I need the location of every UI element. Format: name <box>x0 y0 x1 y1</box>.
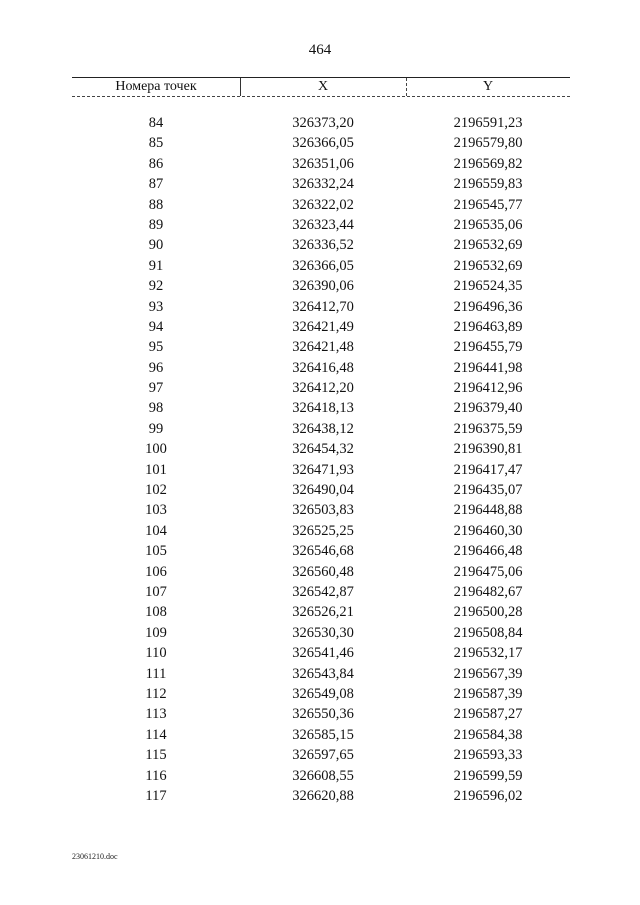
y-coordinate-cell: 2196482,67 <box>453 583 523 600</box>
table-row <box>72 521 570 541</box>
y-coordinate-cell: 2196579,80 <box>453 135 523 152</box>
point-number-cell: 108 <box>145 604 167 621</box>
header-y: Y <box>482 79 494 94</box>
y-coordinate-cell: 2196463,89 <box>453 318 523 335</box>
footer-filename: 23061210.doc <box>72 852 118 861</box>
table-row <box>72 745 570 765</box>
table-row <box>72 602 570 622</box>
y-coordinate-cell: 2196500,28 <box>453 604 523 621</box>
y-coordinate-cell: 2196441,98 <box>453 359 523 376</box>
point-number-cell: 94 <box>148 318 164 335</box>
y-coordinate-cell: 2196567,39 <box>453 665 523 682</box>
y-coordinate-cell: 2196587,39 <box>453 685 523 702</box>
point-number-cell: 114 <box>145 726 167 743</box>
point-number-cell: 116 <box>145 767 167 784</box>
header-x: X <box>240 78 407 96</box>
x-coordinate-cell: 326471,93 <box>292 461 354 478</box>
x-coordinate-cell: 326454,32 <box>292 441 354 458</box>
y-coordinate-cell: 2196475,06 <box>453 563 523 580</box>
y-coordinate-cell: 2196532,69 <box>453 237 523 254</box>
y-coordinate-cell: 2196532,17 <box>453 645 523 662</box>
x-coordinate-cell: 326390,06 <box>292 278 354 295</box>
point-number-cell: 97 <box>148 380 164 397</box>
y-coordinate-cell: 2196569,82 <box>453 155 523 172</box>
x-coordinate-cell: 326412,70 <box>292 298 354 315</box>
x-coordinate-cell: 326490,04 <box>292 482 354 499</box>
table-row <box>72 215 570 235</box>
x-coordinate-cell: 326541,46 <box>292 645 354 662</box>
y-coordinate-cell: 2196587,27 <box>453 706 523 723</box>
table-row <box>72 276 570 296</box>
y-coordinate-cell: 2196455,79 <box>453 339 523 356</box>
table-row <box>72 684 570 704</box>
point-number-cell: 104 <box>145 522 167 539</box>
x-coordinate-cell: 326549,08 <box>292 685 354 702</box>
x-coordinate-cell: 326366,05 <box>292 135 354 152</box>
x-coordinate-cell: 326550,36 <box>292 706 354 723</box>
table-row <box>72 154 570 174</box>
table-row <box>72 174 570 194</box>
point-number-cell: 105 <box>145 543 167 560</box>
table-row <box>72 623 570 643</box>
x-coordinate-cell: 326322,02 <box>292 196 354 213</box>
x-coordinate-cell: 326421,49 <box>292 318 354 335</box>
x-coordinate-cell: 326525,25 <box>292 522 354 539</box>
x-coordinate-cell: 326421,48 <box>292 339 354 356</box>
point-number-cell: 91 <box>148 257 164 274</box>
y-coordinate-cell: 2196545,77 <box>453 196 523 213</box>
table-row <box>72 500 570 520</box>
point-number-cell: 113 <box>145 706 167 723</box>
table-row <box>72 643 570 663</box>
point-number-cell: 89 <box>148 216 164 233</box>
y-coordinate-cell: 2196496,36 <box>453 298 523 315</box>
x-coordinate-cell: 326351,06 <box>292 155 354 172</box>
point-number-cell: 112 <box>145 685 167 702</box>
x-coordinate-cell: 326416,48 <box>292 359 354 376</box>
table-row <box>72 725 570 745</box>
x-coordinate-cell: 326585,15 <box>292 726 354 743</box>
y-coordinate-cell: 2196375,59 <box>453 420 523 437</box>
x-coordinate-cell: 326323,44 <box>292 216 354 233</box>
table-row <box>72 235 570 255</box>
x-coordinate-cell: 326412,20 <box>292 380 354 397</box>
y-coordinate-cell: 2196448,88 <box>453 502 523 519</box>
y-coordinate-cell: 2196593,33 <box>453 747 523 764</box>
table-row <box>72 297 570 317</box>
table-row <box>72 664 570 684</box>
point-number-cell: 93 <box>148 298 164 315</box>
table-row <box>72 195 570 215</box>
page-number: 464 <box>308 42 332 58</box>
point-number-cell: 92 <box>148 278 164 295</box>
table-row <box>72 256 570 276</box>
x-coordinate-cell: 326503,83 <box>292 502 354 519</box>
point-number-cell: 107 <box>145 583 167 600</box>
table-row <box>72 582 570 602</box>
point-number-cell: 117 <box>145 787 167 804</box>
table-row <box>72 786 570 806</box>
point-number-cell: 87 <box>148 176 164 193</box>
y-coordinate-cell: 2196435,07 <box>453 482 523 499</box>
point-number-cell: 103 <box>145 502 167 519</box>
table-header <box>72 77 570 97</box>
header-point-numbers: Номера точек <box>72 78 241 96</box>
x-coordinate-cell: 326597,65 <box>292 747 354 764</box>
x-coordinate-cell: 326438,12 <box>292 420 354 437</box>
y-coordinate-cell: 2196532,69 <box>453 257 523 274</box>
table-row <box>72 378 570 398</box>
point-number-cell: 109 <box>145 624 167 641</box>
y-coordinate-cell: 2196466,48 <box>453 543 523 560</box>
x-coordinate-cell: 326543,84 <box>292 665 354 682</box>
table-row <box>72 113 570 133</box>
x-coordinate-cell: 326526,21 <box>292 604 354 621</box>
x-coordinate-cell: 326366,05 <box>292 257 354 274</box>
x-coordinate-cell: 326332,24 <box>292 176 354 193</box>
x-coordinate-cell: 326542,87 <box>292 583 354 600</box>
table-row <box>72 419 570 439</box>
x-coordinate-cell: 326560,48 <box>292 563 354 580</box>
point-number-cell: 98 <box>148 400 164 417</box>
y-coordinate-cell: 2196584,38 <box>453 726 523 743</box>
table-row <box>72 704 570 724</box>
point-number-cell: 95 <box>148 339 164 356</box>
y-coordinate-cell: 2196508,84 <box>453 624 523 641</box>
y-coordinate-cell: 2196596,02 <box>453 787 523 804</box>
y-coordinate-cell: 2196591,23 <box>453 115 523 131</box>
point-number-cell: 106 <box>145 563 167 580</box>
table-row <box>72 480 570 500</box>
point-number-cell: 110 <box>145 645 167 662</box>
table-row <box>72 541 570 561</box>
y-coordinate-cell: 2196417,47 <box>453 461 523 478</box>
table-row <box>72 133 570 153</box>
x-coordinate-cell: 326620,88 <box>292 787 354 804</box>
table-row <box>72 439 570 459</box>
table-row <box>72 358 570 378</box>
point-number-cell: 86 <box>148 155 164 172</box>
y-coordinate-cell: 2196535,06 <box>453 216 523 233</box>
point-number-cell: 96 <box>148 359 164 376</box>
table-row <box>72 398 570 418</box>
point-number-cell: 84 <box>148 115 164 131</box>
point-number-cell: 99 <box>148 420 164 437</box>
x-coordinate-cell: 326608,55 <box>292 767 354 784</box>
point-number-cell: 100 <box>145 441 167 458</box>
y-coordinate-cell: 2196390,81 <box>453 441 523 458</box>
point-number-cell: 85 <box>148 135 164 152</box>
x-coordinate-cell: 326373,20 <box>292 115 354 131</box>
point-number-cell: 101 <box>145 461 167 478</box>
y-coordinate-cell: 2196412,96 <box>453 380 523 397</box>
point-number-cell: 115 <box>145 747 167 764</box>
table-row <box>72 460 570 480</box>
table-row <box>72 562 570 582</box>
x-coordinate-cell: 326546,68 <box>292 543 354 560</box>
y-coordinate-cell: 2196379,40 <box>453 400 523 417</box>
y-coordinate-cell: 2196559,83 <box>453 176 523 193</box>
y-coordinate-cell: 2196524,35 <box>453 278 523 295</box>
point-number-cell: 111 <box>145 665 167 682</box>
coordinates-table <box>72 113 570 806</box>
x-coordinate-cell: 326530,30 <box>292 624 354 641</box>
table-row <box>72 317 570 337</box>
point-number-cell: 88 <box>148 196 164 213</box>
point-number-cell: 90 <box>148 237 164 254</box>
x-coordinate-cell: 326418,13 <box>292 400 354 417</box>
y-coordinate-cell: 2196460,30 <box>453 522 523 539</box>
point-number-cell: 102 <box>145 482 167 499</box>
table-row <box>72 337 570 357</box>
table-row <box>72 766 570 786</box>
x-coordinate-cell: 326336,52 <box>292 237 354 254</box>
y-coordinate-cell: 2196599,59 <box>453 767 523 784</box>
